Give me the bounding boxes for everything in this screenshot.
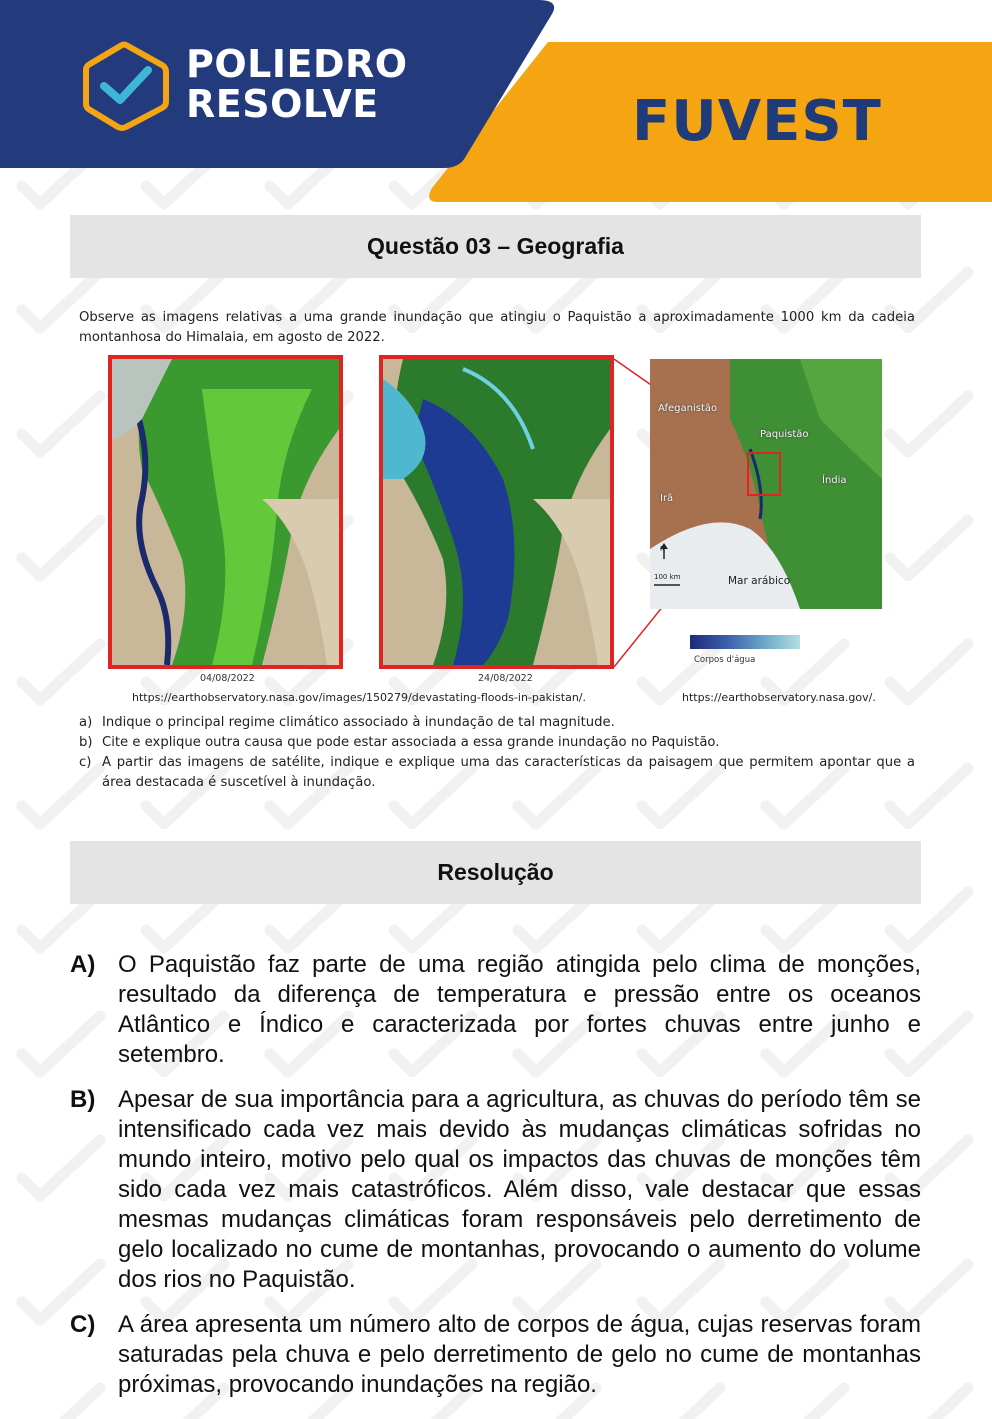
- location-map-art: [650, 359, 882, 609]
- question-items: [79, 713, 915, 793]
- item-text: Cite e explique outra causa que pode estar associada a essa grande inundação no Paquistão.: [102, 735, 720, 750]
- image-date-after: 24/08/2022: [478, 673, 533, 684]
- answer-letter: A): [70, 951, 96, 978]
- map-scale-label: 100 km: [654, 573, 681, 581]
- answer-text: Apesar de sua importância para a agricultura, as chuvas do período têm se intensificado cada vez mais devido às mudanças climáticas sofridas no mundo inteiro, motivo pelo qual os impactos das chuvas de monções têm sido cada vez mais catastróficos. Além disso, vale destacar que essas mesmas mudanças climáticas foram responsáveis pelo derretimento de gelo localizado no cume de montanhas, provocando o aumento do volume dos rios no Paquistão.: [118, 1086, 921, 1293]
- legend-label: Corpos d'água: [694, 655, 756, 665]
- answer-letter: B): [70, 1086, 96, 1113]
- item-letter: b): [79, 735, 93, 750]
- resolution-title-bar: [70, 841, 921, 904]
- answer-item: [70, 1085, 921, 1295]
- question-title: Questão 03 – Geografia: [367, 233, 624, 259]
- item-text: A partir das imagens de satélite, indique e explique uma das características da paisagem que permitem apontar que a área destacada é suscetível à inundação.: [102, 755, 915, 790]
- answer-letter: C): [70, 1311, 96, 1338]
- question-title-bar: [70, 215, 921, 278]
- map-label-mar: Mar arábico: [728, 575, 791, 587]
- image-date-before: 04/08/2022: [200, 673, 255, 684]
- question-item: [79, 713, 915, 733]
- legend-color-bar: [690, 635, 800, 649]
- question-item: [79, 733, 915, 753]
- brand-name: [186, 44, 408, 124]
- brand-line-2: RESOLVE: [186, 82, 379, 126]
- question-statement: [79, 308, 915, 348]
- answer-text: A área apresenta um número alto de corpos de água, cujas reservas foram saturadas pela chuva e pelo derretimento de gelo no cume de montanhas próximas, provocando inundações na região.: [118, 1311, 921, 1398]
- question-figure: [108, 355, 894, 710]
- answer-text: O Paquistão faz parte de uma região atingida pelo clima de monções, resultado da diferença de temperatura e pressão entre os oceanos Atlântico e Índico e caracterizada por fortes chuvas entre junho e setembro.: [118, 951, 921, 1068]
- exam-name: FUVEST: [632, 89, 882, 154]
- answer-item: [70, 1310, 921, 1400]
- question-item: [79, 753, 915, 793]
- map-label-afeganistao: Afeganistão: [658, 403, 718, 414]
- item-text: Indique o principal regime climático associado à inundação de tal magnitude.: [102, 715, 615, 730]
- location-map: [650, 359, 882, 609]
- map-label-ira: Irã: [660, 493, 674, 504]
- map-label-paquistao: Paquistão: [760, 429, 809, 440]
- resolution-answers: [70, 950, 921, 1415]
- source-link-2[interactable]: https://earthobservatory.nasa.gov/.: [682, 691, 876, 704]
- source-link-1[interactable]: https://earthobservatory.nasa.gov/images/150279/devastating-floods-in-pakistan/.: [132, 691, 586, 704]
- checkmark-hexagon-logo-icon: [82, 40, 170, 132]
- resolution-title: Resolução: [437, 859, 554, 885]
- brand-line-1: POLIEDRO: [186, 42, 408, 86]
- question-intro: Observe as imagens relativas a uma grande inundação que atingiu o Paquistão a aproximadamente 1000 km da cadeia montanhosa do Himalaia, em agosto de 2022.: [79, 310, 915, 345]
- map-north-label: N: [660, 545, 666, 553]
- map-label-india: Índia: [822, 475, 847, 486]
- item-letter: a): [79, 715, 93, 730]
- item-letter: c): [79, 755, 92, 770]
- answer-item: [70, 950, 921, 1070]
